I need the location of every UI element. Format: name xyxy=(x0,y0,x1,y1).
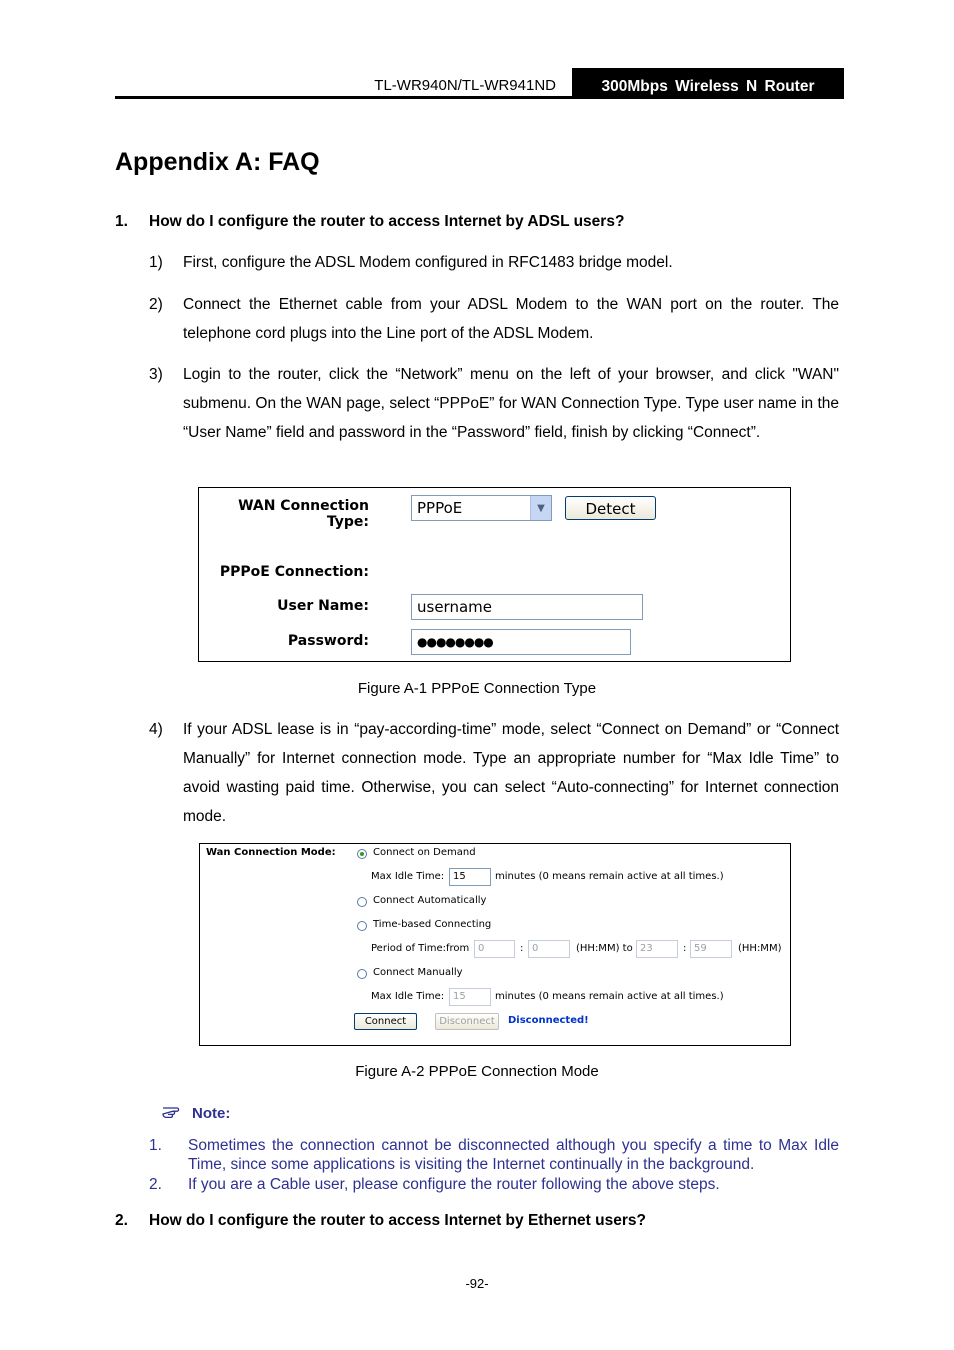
connect-button[interactable]: Connect xyxy=(354,1013,417,1030)
step-2-number: 2) xyxy=(149,296,163,313)
wan-connection-type-label: WAN Connection Type: xyxy=(238,498,369,530)
figure-pppoe-connection-mode xyxy=(199,843,791,1046)
max-idle-time-label: Max Idle Time: xyxy=(371,871,445,882)
note-item-1-number: 1. xyxy=(149,1137,162,1154)
pointing-hand-icon xyxy=(162,1104,186,1122)
connection-status: Disconnected! xyxy=(508,1015,589,1026)
note-label: Note: xyxy=(192,1104,231,1122)
note-item-2 xyxy=(149,1175,839,1194)
page-title: Appendix A: FAQ xyxy=(115,148,320,176)
wan-connection-type-value: PPPoE xyxy=(417,499,463,517)
step-3-text: Login to the router, click the “Network” menu on the left of your browser, and click "WAN" submenu. On the WAN page, select “PPPoE” for WAN Connection Type. Type user name in the “User Name” field and password in the “Password” field, finish by clicking “Connect”. xyxy=(183,366,839,441)
connect-manually-label: Connect Manually xyxy=(373,967,463,978)
from-minute-input[interactable]: 0 xyxy=(528,940,570,958)
radio-connect-automatically[interactable] xyxy=(357,897,367,907)
step-3-number: 3) xyxy=(149,366,163,383)
question-1-text: How do I configure the router to access Internet by ADSL users? xyxy=(149,213,625,230)
wan-connection-mode-label: Wan Connection Mode: xyxy=(206,847,336,858)
header-model: TL-WR940N/TL-WR941ND xyxy=(374,77,556,94)
max-idle-time-note-2: minutes (0 means remain active at all times.) xyxy=(495,991,724,1002)
max-idle-time-label-2: Max Idle Time: xyxy=(371,991,445,1002)
note-item-1 xyxy=(149,1136,839,1174)
max-idle-time-note: minutes (0 means remain active at all times.) xyxy=(495,871,724,882)
connect-automatically-label: Connect Automatically xyxy=(373,895,487,906)
wan-connection-type-select[interactable] xyxy=(411,495,552,521)
question-2-text: How do I configure the router to access Internet by Ethernet users? xyxy=(149,1212,646,1229)
step-2-text: Connect the Ethernet cable from your ADSL Modem to the WAN port on the router. The telephone cord plugs into the Line port of the ADSL Modem. xyxy=(183,296,839,342)
hhmm-label: (HH:MM) xyxy=(738,943,782,954)
user-name-input[interactable]: username xyxy=(411,594,643,620)
disconnect-button[interactable]: Disconnect xyxy=(435,1013,499,1030)
user-name-label: User Name: xyxy=(277,598,369,614)
to-hour-input[interactable]: 23 xyxy=(636,940,678,958)
from-hour-input[interactable]: 0 xyxy=(474,940,515,958)
radio-time-based-connecting[interactable] xyxy=(357,921,367,931)
chevron-down-icon[interactable]: ▼ xyxy=(530,496,551,520)
figure-2-caption: Figure A-2 PPPoE Connection Mode xyxy=(355,1063,599,1080)
max-idle-time-input[interactable]: 15 xyxy=(449,868,491,886)
question-2-number: 2. xyxy=(115,1212,128,1229)
detect-button[interactable]: Detect xyxy=(565,496,656,520)
connect-on-demand-label: Connect on Demand xyxy=(373,847,476,858)
figure-pppoe-connection-type xyxy=(198,487,791,662)
password-input[interactable]: ●●●●●●●● xyxy=(411,629,631,655)
step-4-number: 4) xyxy=(149,721,163,738)
radio-connect-on-demand[interactable] xyxy=(357,849,367,859)
header-rule xyxy=(115,96,844,99)
header-product: 300Mbps Wireless N Router xyxy=(572,68,844,99)
note-item-2-text: If you are a Cable user, please configure the router following the above steps. xyxy=(188,1176,720,1193)
step-4 xyxy=(149,715,839,831)
step-1 xyxy=(149,248,839,277)
to-minute-input[interactable]: 59 xyxy=(690,940,732,958)
figure-1-caption: Figure A-1 PPPoE Connection Type xyxy=(357,680,597,697)
page-number: -92- xyxy=(465,1276,489,1291)
time-colon: : xyxy=(683,943,687,954)
step-3 xyxy=(149,360,839,476)
question-2 xyxy=(115,1212,839,1232)
step-1-number: 1) xyxy=(149,254,163,271)
period-of-time-label: Period of Time:from xyxy=(371,943,470,954)
max-idle-time-input-2[interactable]: 15 xyxy=(449,988,491,1006)
note-item-1-text: Sometimes the connection cannot be disconnected although you specify a time to Max Idle Time, since some applications is visiting the Internet continually in the background. xyxy=(188,1137,839,1173)
pppoe-connection-label: PPPoE Connection: xyxy=(219,564,369,580)
note-heading xyxy=(162,1104,230,1122)
hhmm-to-label: (HH:MM) to xyxy=(576,943,633,954)
note-item-2-number: 2. xyxy=(149,1176,162,1193)
time-based-connecting-label: Time-based Connecting xyxy=(373,919,492,930)
question-1 xyxy=(115,213,839,233)
password-label: Password: xyxy=(287,633,369,649)
step-4-text: If your ADSL lease is in “pay-according-time” mode, select “Connect on Demand” or “Connect Manually” for Internet connection mode. Type an appropriate number for “Max Idle Time” to avoid wasting paid time. Otherwise, you can select “Auto-connecting” for Internet connection mode. xyxy=(183,721,839,825)
step-2 xyxy=(149,290,839,348)
time-colon: : xyxy=(520,943,524,954)
question-1-number: 1. xyxy=(115,213,128,230)
step-1-text: First, configure the ADSL Modem configured in RFC1483 bridge model. xyxy=(183,254,673,271)
radio-connect-manually[interactable] xyxy=(357,969,367,979)
